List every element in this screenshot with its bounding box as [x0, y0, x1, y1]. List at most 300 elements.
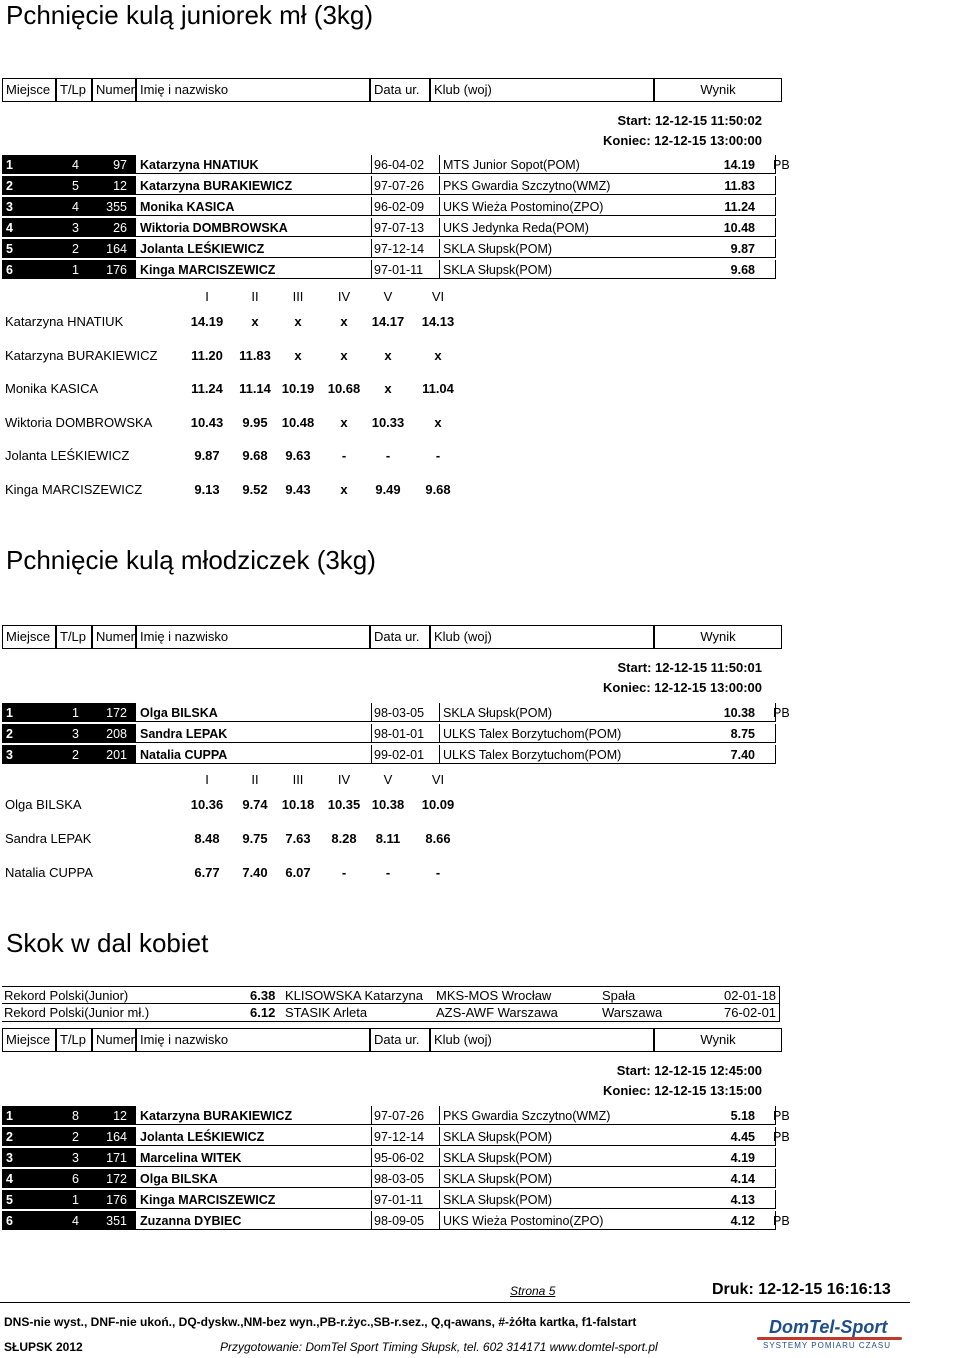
tlp-cell: 1: [72, 263, 79, 277]
bib-number: 208: [106, 727, 127, 741]
column-separator: [135, 260, 136, 279]
print-time: Druk: 12-12-15 16:16:13: [712, 1281, 891, 1298]
result-value: 9.87: [730, 242, 755, 256]
birth-date: 96-02-09: [374, 200, 425, 214]
attempt-athlete: Olga BILSKA: [5, 797, 82, 812]
tlp-cell: 5: [72, 179, 79, 193]
athlete-name: Katarzyna BURAKIEWICZ: [140, 1109, 293, 1123]
header-numer: Numer: [92, 625, 136, 649]
tlp-cell: 1: [72, 706, 79, 720]
attempt-athlete: Sandra LEPAK: [5, 831, 92, 846]
column-separator: [439, 1190, 440, 1209]
result-row: [2, 745, 802, 765]
place-cell: 2: [2, 1127, 135, 1146]
attempt-label: VI: [431, 289, 445, 304]
bib-number: 355: [106, 200, 127, 214]
attempt-value: x: [384, 381, 392, 397]
attempt-value: 9.13: [194, 482, 220, 497]
attempt-value: -: [385, 865, 391, 880]
result-note: PB: [773, 706, 790, 720]
place-cell: 6: [2, 260, 135, 279]
place-cell: 1: [2, 155, 135, 174]
column-separator: [439, 239, 440, 258]
attempt-value: 7.63: [285, 831, 311, 846]
attempt-athlete: Katarzyna BURAKIEWICZ: [5, 347, 158, 363]
attempt-label: V: [383, 289, 393, 304]
result-value: 14.19: [723, 158, 755, 172]
attempt-value: x: [434, 414, 442, 430]
column-separator: [775, 176, 776, 195]
attempt-value: 9.75: [242, 831, 268, 846]
header-numer: Numer: [92, 1028, 136, 1052]
result-row: [2, 1148, 802, 1168]
athlete-name: Kinga MARCISZEWICZ: [140, 1193, 276, 1207]
result-value: 11.83: [724, 179, 755, 193]
attempt-value: -: [435, 448, 441, 464]
attempt-value: x: [340, 347, 348, 363]
column-separator: [439, 176, 440, 195]
column-separator: [775, 218, 776, 237]
domtel-logo: [757, 1317, 907, 1353]
event-title: Skok w dal kobiet: [6, 928, 209, 958]
birth-date: 98-09-05: [374, 1214, 425, 1228]
result-row: [2, 1190, 802, 1210]
attempt-value: 10.38: [371, 797, 405, 812]
place-cell: 5: [2, 1190, 135, 1209]
column-separator: [439, 724, 440, 743]
place-cell: 1: [2, 703, 135, 722]
result-value: 10.48: [723, 221, 755, 235]
column-separator: [135, 1106, 136, 1125]
column-separator: [371, 155, 372, 174]
attempt-value: 9.95: [242, 414, 268, 430]
event-title: Pchnięcie kulą juniorek mł (3kg): [6, 0, 374, 30]
tlp-cell: 3: [72, 1151, 79, 1165]
bib-number: 12: [113, 1109, 127, 1123]
tlp-cell: 2: [72, 242, 79, 256]
result-value: 11.24: [724, 200, 755, 214]
bib-number: 176: [106, 263, 127, 277]
attempt-value: 14.13: [421, 314, 455, 329]
result-row: [2, 1169, 802, 1189]
attempt-value: x: [340, 482, 348, 497]
header-tlp: T/Lp: [56, 625, 92, 649]
place-cell: 5: [2, 239, 135, 258]
header-numer: Numer: [92, 78, 136, 102]
result-row: [2, 703, 802, 723]
athlete-name: Katarzyna HNATIUK: [140, 158, 259, 172]
header-dob: Data ur.: [370, 78, 430, 102]
place-cell: 4: [2, 1169, 135, 1188]
header-tlp: T/Lp: [56, 1028, 92, 1052]
result-note: PB: [773, 1214, 790, 1228]
athlete-name: Katarzyna BURAKIEWICZ: [140, 179, 293, 193]
column-separator: [775, 1169, 776, 1188]
tlp-cell: 3: [72, 727, 79, 741]
attempt-value: 6.07: [285, 865, 311, 880]
column-separator: [775, 260, 776, 279]
column-separator: [439, 703, 440, 722]
tlp-cell: 4: [72, 1214, 79, 1228]
record-holder: KLISOWSKA Katarzyna: [285, 988, 424, 1003]
attempt-value: 8.28: [331, 831, 357, 846]
attempt-value: 11.83: [239, 347, 271, 363]
column-separator: [371, 197, 372, 216]
attempt-label: I: [205, 289, 209, 304]
athlete-name: Olga BILSKA: [140, 706, 218, 720]
header-miejsce: Miejsce: [2, 78, 56, 102]
column-separator: [371, 745, 372, 764]
column-separator: [371, 239, 372, 258]
prepared-by: Przygotowanie: DomTel Sport Timing Słupsk, tel. 602 314171 www.domtel-sport.pl: [220, 1340, 658, 1354]
column-separator: [439, 1106, 440, 1125]
record-date: 02-01-18: [724, 988, 777, 1003]
birth-date: 97-12-14: [374, 1130, 425, 1144]
attempt-value: 10.36: [190, 797, 224, 812]
attempt-value: x: [384, 347, 392, 363]
header-name: Imię i nazwisko: [136, 78, 370, 102]
tlp-cell: 2: [72, 748, 79, 762]
column-separator: [775, 197, 776, 216]
table-header: [2, 625, 782, 649]
club-name: UKS Jedynka Reda(POM): [443, 221, 589, 235]
attempt-value: 6.77: [194, 865, 220, 880]
record-place: Spała: [602, 988, 636, 1003]
attempt-value: 9.74: [242, 797, 268, 812]
column-separator: [439, 218, 440, 237]
result-row: [2, 218, 802, 238]
attempt-value: 10.09: [421, 797, 455, 812]
record-holder: STASIK Arleta: [285, 1005, 368, 1020]
header-name: Imię i nazwisko: [136, 1028, 370, 1052]
tlp-cell: 6: [72, 1172, 79, 1186]
column-separator: [135, 1211, 136, 1230]
attempt-label: II: [251, 772, 259, 787]
result-row: [2, 1211, 802, 1231]
result-value: 9.68: [730, 263, 755, 277]
result-note: PB: [773, 1130, 790, 1144]
athlete-name: Olga BILSKA: [140, 1172, 218, 1186]
birth-date: 99-02-01: [374, 748, 425, 762]
bib-number: 172: [106, 1172, 127, 1186]
legend-text: DNS-nie wyst., DNF-nie ukoń., DQ-dyskw.,NM-bez wyn.,PB-r.życ.,SB-r.sez., Q,q-awans, #-żółta kartka, f1-falstart: [4, 1315, 637, 1329]
result-value: 4.19: [730, 1151, 755, 1165]
attempt-value: 11.04: [422, 381, 454, 397]
attempt-value: 8.11: [375, 831, 401, 846]
club-name: PKS Gwardia Szczytno(WMZ): [443, 179, 611, 193]
athlete-name: Jolanta LEŚKIEWICZ: [140, 242, 265, 256]
result-row: [2, 260, 802, 280]
event-title: Pchnięcie kulą młodziczek (3kg): [6, 545, 376, 575]
header-tlp: T/Lp: [56, 78, 92, 102]
header-dob: Data ur.: [370, 625, 430, 649]
place-cell: 3: [2, 1148, 135, 1167]
club-name: SKLA Słupsk(POM): [443, 1130, 553, 1144]
column-separator: [371, 724, 372, 743]
column-separator: [775, 1148, 776, 1167]
athlete-name: Monika KASICA: [140, 200, 235, 214]
attempt-label: IV: [337, 289, 351, 304]
record-row: [2, 986, 780, 1004]
attempt-value: 11.14: [239, 381, 271, 397]
attempt-value: -: [341, 865, 347, 880]
attempt-value: 10.48: [281, 414, 315, 430]
place-cell: 3: [2, 745, 135, 764]
tlp-cell: 2: [72, 1130, 79, 1144]
attempt-value: 7.40: [242, 865, 268, 880]
column-separator: [439, 1169, 440, 1188]
record-date: 76-02-01: [724, 1005, 777, 1020]
result-value: 7.40: [730, 748, 755, 762]
attempt-value: 9.87: [194, 448, 220, 464]
athlete-name: Wiktoria DOMBROWSKA: [140, 221, 288, 235]
result-row: [2, 724, 802, 744]
attempt-value: x: [340, 314, 348, 329]
attempt-athlete: Wiktoria DOMBROWSKA: [5, 414, 153, 430]
athlete-name: Jolanta LEŚKIEWICZ: [140, 1130, 265, 1144]
bib-number: 172: [106, 706, 127, 720]
bib-number: 176: [106, 1193, 127, 1207]
column-separator: [439, 155, 440, 174]
column-separator: [371, 260, 372, 279]
result-value: 4.13: [730, 1193, 755, 1207]
header-club: Klub (woj): [430, 78, 654, 102]
attempt-value: 14.17: [371, 314, 405, 329]
record-place: Warszawa: [602, 1005, 663, 1020]
club-name: UKS Wieża Postomino(ZPO): [443, 1214, 604, 1228]
column-separator: [135, 1190, 136, 1209]
club-name: ULKS Talex Borzytuchom(POM): [443, 748, 622, 762]
column-separator: [439, 745, 440, 764]
start-time: Start: 12-12-15 11:50:01: [617, 660, 762, 675]
athlete-name: Kinga MARCISZEWICZ: [140, 263, 276, 277]
attempt-value: 9.43: [285, 482, 311, 497]
birth-date: 97-07-26: [374, 1109, 425, 1123]
attempt-value: 9.49: [375, 482, 401, 497]
birth-date: 97-01-11: [374, 1193, 424, 1207]
attempt-value: x: [294, 314, 302, 329]
end-time: Koniec: 12-12-15 13:15:00: [603, 1083, 762, 1098]
record-row: [2, 1004, 780, 1022]
birth-date: 97-07-13: [374, 221, 425, 235]
header-club: Klub (woj): [430, 625, 654, 649]
column-separator: [135, 1148, 136, 1167]
attempt-value: 10.35: [327, 797, 361, 812]
attempt-value: -: [341, 448, 347, 464]
result-value: 10.38: [723, 706, 755, 720]
attempt-value: x: [340, 414, 348, 430]
attempt-label: VI: [431, 772, 445, 787]
result-value: 8.75: [730, 727, 755, 741]
column-separator: [371, 1148, 372, 1167]
bib-number: 201: [106, 748, 127, 762]
footer-divider: [0, 1302, 910, 1303]
start-time: Start: 12-12-15 12:45:00: [616, 1063, 762, 1078]
attempt-value: 14.19: [190, 314, 224, 329]
attempt-athlete: Natalia CUPPA: [5, 865, 93, 880]
result-value: 5.18: [730, 1109, 755, 1123]
attempt-value: 9.68: [242, 448, 268, 464]
athlete-name: Sandra LEPAK: [140, 727, 228, 741]
attempt-value: x: [251, 314, 259, 329]
attempt-value: 10.43: [190, 414, 224, 430]
result-row: [2, 1106, 802, 1126]
record-club: MKS-MOS Wrocław: [436, 988, 552, 1003]
attempt-label: II: [251, 289, 259, 304]
start-time: Start: 12-12-15 11:50:02: [617, 113, 762, 128]
column-separator: [135, 703, 136, 722]
end-time: Koniec: 12-12-15 13:00:00: [603, 680, 762, 695]
result-row: [2, 176, 802, 196]
club-name: SKLA Słupsk(POM): [443, 1193, 553, 1207]
record-club: AZS-AWF Warszawa: [436, 1005, 558, 1020]
header-miejsce: Miejsce: [2, 625, 56, 649]
bib-number: 171: [106, 1151, 127, 1165]
attempt-label: III: [292, 772, 304, 787]
record-label: Rekord Polski(Junior mł.): [4, 1005, 150, 1020]
column-separator: [371, 1190, 372, 1209]
place-cell: 3: [2, 197, 135, 216]
column-separator: [371, 176, 372, 195]
birth-date: 95-06-02: [374, 1151, 425, 1165]
tlp-cell: 4: [72, 200, 79, 214]
result-row: [2, 197, 802, 217]
result-value: 4.14: [730, 1172, 755, 1186]
tlp-cell: 8: [72, 1109, 79, 1123]
birth-date: 98-03-05: [374, 706, 425, 720]
logo-sub-text: SYSTEMY POMIARU CZASU: [763, 1341, 891, 1350]
result-row: [2, 1127, 802, 1147]
place-cell: 2: [2, 724, 135, 743]
attempt-value: 10.68: [327, 381, 361, 397]
attempt-value: 10.18: [281, 797, 315, 812]
attempt-athlete: Katarzyna HNATIUK: [5, 314, 124, 329]
club-name: SKLA Słupsk(POM): [443, 706, 553, 720]
bib-number: 164: [106, 242, 127, 256]
attempt-value: 9.68: [425, 482, 451, 497]
attempt-value: 9.63: [285, 448, 311, 464]
column-separator: [439, 1148, 440, 1167]
birth-date: 97-12-14: [374, 242, 425, 256]
column-separator: [371, 1211, 372, 1230]
birth-date: 98-01-01: [374, 727, 425, 741]
column-separator: [775, 239, 776, 258]
bib-number: 12: [113, 179, 127, 193]
club-name: ULKS Talex Borzytuchom(POM): [443, 727, 622, 741]
place-cell: 1: [2, 1106, 135, 1125]
table-header: [2, 78, 782, 102]
column-separator: [371, 218, 372, 237]
attempt-value: 8.48: [194, 831, 220, 846]
record-value: 6.38: [250, 988, 276, 1003]
header-club: Klub (woj): [430, 1028, 654, 1052]
birth-date: 96-04-02: [374, 158, 425, 172]
club-name: SKLA Słupsk(POM): [443, 242, 553, 256]
place-cell: 6: [2, 1211, 135, 1230]
club-name: SKLA Słupsk(POM): [443, 1151, 553, 1165]
athlete-name: Natalia CUPPA: [140, 748, 228, 762]
header-result: Wynik: [654, 1028, 782, 1052]
column-separator: [135, 745, 136, 764]
result-row: [2, 155, 802, 175]
birth-date: 97-01-11: [374, 263, 424, 277]
header-miejsce: Miejsce: [2, 1028, 56, 1052]
result-note: PB: [773, 1109, 790, 1123]
event-name: SŁUPSK 2012: [4, 1340, 83, 1354]
attempt-value: 8.66: [425, 831, 451, 846]
bib-number: 26: [113, 221, 127, 235]
column-separator: [371, 1169, 372, 1188]
record-value: 6.12: [250, 1005, 276, 1020]
attempt-value: 11.24: [191, 381, 223, 397]
club-name: SKLA Słupsk(POM): [443, 1172, 553, 1186]
club-name: PKS Gwardia Szczytno(WMZ): [443, 1109, 611, 1123]
attempt-athlete: Monika KASICA: [5, 381, 99, 397]
column-separator: [439, 260, 440, 279]
birth-date: 97-07-26: [374, 179, 425, 193]
column-separator: [135, 239, 136, 258]
column-separator: [439, 1211, 440, 1230]
logo-main-text: DomTel-Sport: [769, 1317, 888, 1337]
attempt-value: 10.33: [371, 414, 405, 430]
column-separator: [135, 155, 136, 174]
attempt-athlete: Jolanta LEŚKIEWICZ: [5, 448, 130, 464]
athlete-name: Zuzanna DYBIEC: [140, 1214, 242, 1228]
attempt-value: -: [435, 865, 441, 880]
attempt-value: 9.52: [242, 482, 268, 497]
table-header: [2, 1028, 782, 1052]
attempt-label: V: [383, 772, 393, 787]
place-cell: 4: [2, 218, 135, 237]
logo-swoosh-icon: [757, 1337, 902, 1340]
column-separator: [135, 176, 136, 195]
column-separator: [439, 1127, 440, 1146]
column-separator: [775, 724, 776, 743]
attempt-value: x: [434, 347, 442, 363]
header-result: Wynik: [654, 625, 782, 649]
column-separator: [371, 703, 372, 722]
bib-number: 97: [113, 158, 127, 172]
club-name: MTS Junior Sopot(POM): [443, 158, 580, 172]
attempt-value: x: [294, 347, 302, 363]
column-separator: [371, 1106, 372, 1125]
column-separator: [775, 745, 776, 764]
attempt-label: III: [292, 289, 304, 304]
bib-number: 351: [106, 1214, 127, 1228]
place-cell: 2: [2, 176, 135, 195]
result-row: [2, 239, 802, 259]
attempt-value: -: [385, 448, 391, 464]
result-note: PB: [773, 158, 790, 172]
tlp-cell: 4: [72, 158, 79, 172]
club-name: UKS Wieża Postomino(ZPO): [443, 200, 604, 214]
tlp-cell: 1: [72, 1193, 79, 1207]
result-value: 4.45: [730, 1130, 755, 1144]
header-name: Imię i nazwisko: [136, 625, 370, 649]
attempt-label: I: [205, 772, 209, 787]
end-time: Koniec: 12-12-15 13:00:00: [603, 133, 762, 148]
birth-date: 98-03-05: [374, 1172, 425, 1186]
header-dob: Data ur.: [370, 1028, 430, 1052]
club-name: SKLA Słupsk(POM): [443, 263, 553, 277]
column-separator: [135, 197, 136, 216]
page-number: Strona 5: [510, 1284, 556, 1298]
attempt-value: 10.19: [281, 381, 315, 397]
attempt-athlete: Kinga MARCISZEWICZ: [5, 482, 143, 497]
column-separator: [439, 197, 440, 216]
header-result: Wynik: [654, 78, 782, 102]
column-separator: [371, 1127, 372, 1146]
